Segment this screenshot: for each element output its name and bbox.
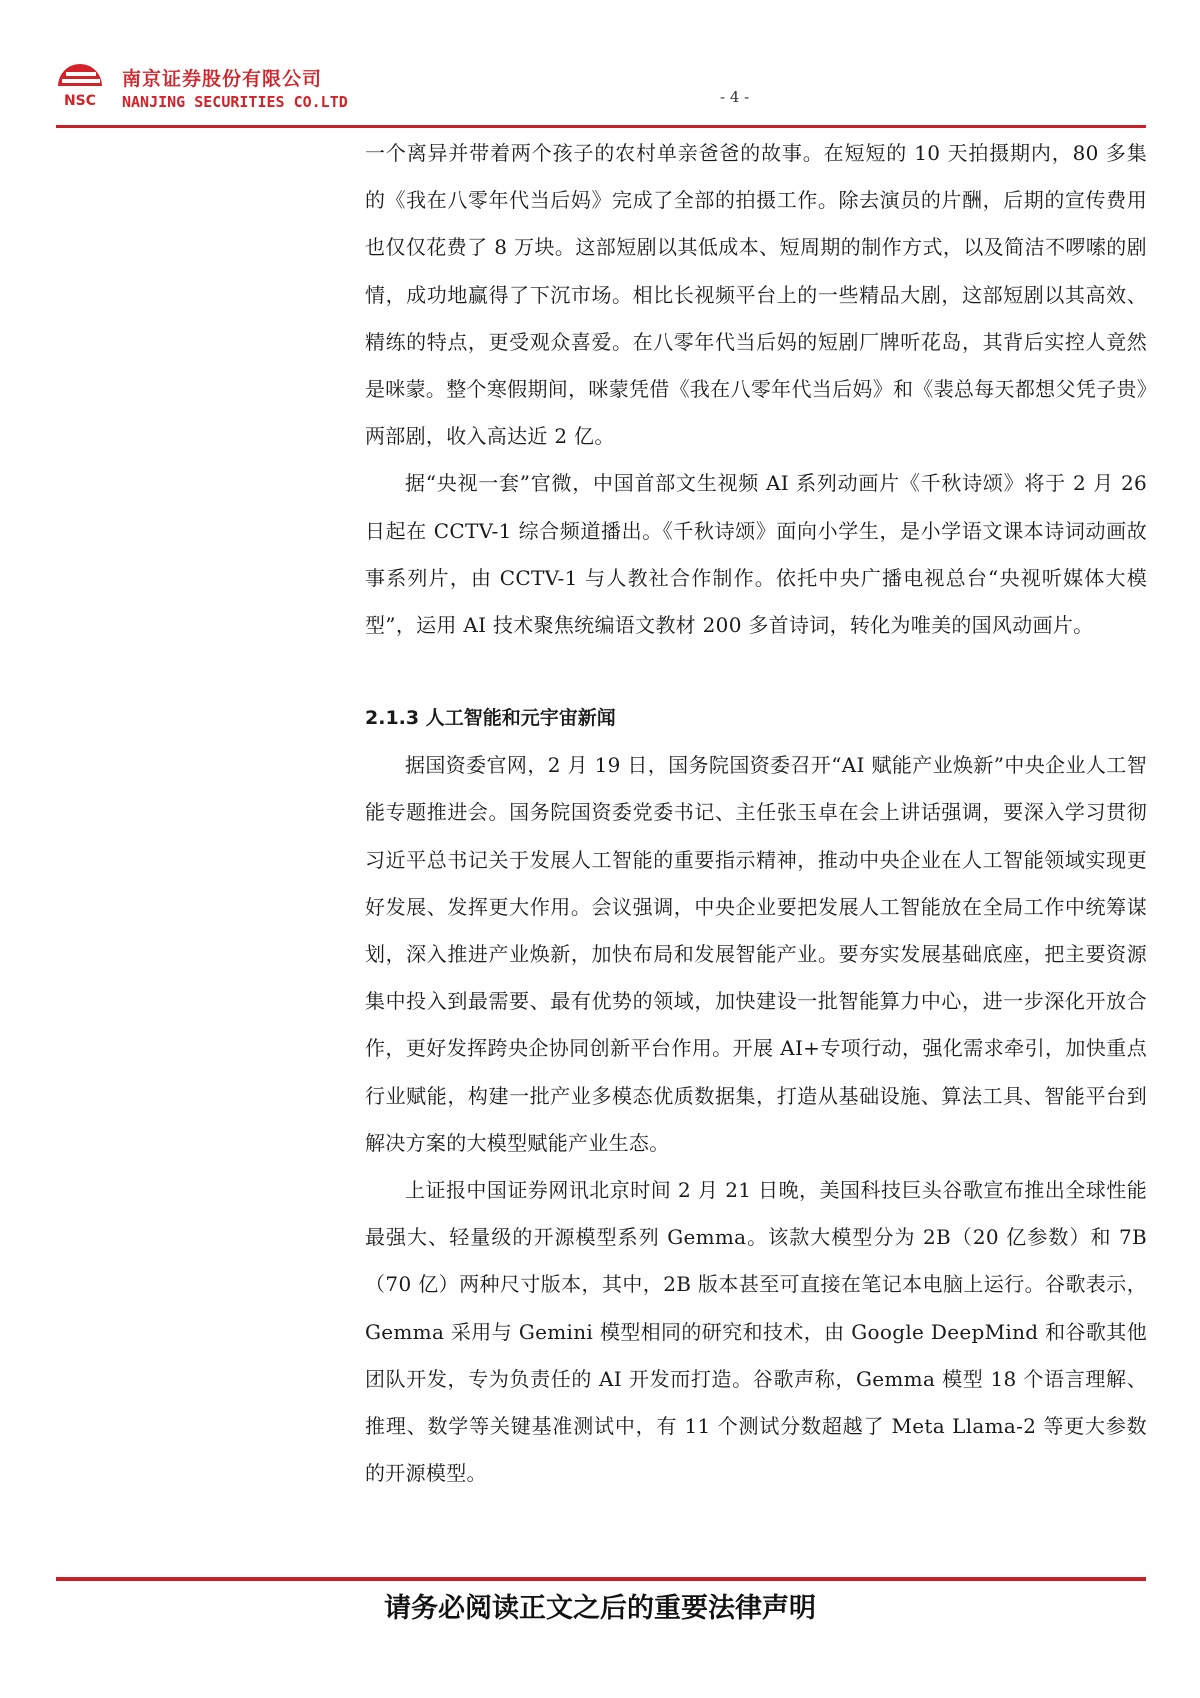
nsc-logo-icon [52,56,108,112]
paragraph-cctv-ai-animation: 据“央视一套”官微，中国首部文生视频 AI 系列动画片《千秋诗颂》将于 2 月 26 日起在 CCTV-1 综合频道播出。《千秋诗颂》面向小学生，是小学语文课本诗词动画故事系列片，由 CCTV-1 与人教社合作制作。依托中央广播电视总台“央视听媒体大模型”，运用 AI 技术聚焦统编语文教材 200 多首诗词，转化为唯美的国风动画片。 [365,471,1147,638]
company-name-cn: 南京证券股份有限公司 [122,68,323,90]
company-name-en: NANJING SECURITIES CO.LTD [122,93,348,111]
header-divider [56,125,1146,128]
legal-disclaimer: 请务必阅读正文之后的重要法律声明 [384,1593,816,1624]
footer-divider [56,1577,1146,1581]
paragraph-short-drama: 一个离异并带着两个孩子的农村单亲爸爸的故事。在短短的 10 天拍摄期内，80 多集的《我在八零年代当后妈》完成了全部的拍摄工作。除去演员的片酬，后期的宣传费用也仅仅花费了 8 万块。这部短剧以其低成本、短周期的制作方式，以及简洁不啰嗦的剧情，成功地赢得了下沉市场。相比长视频平台上的一些精品大剧，这部短剧以其高效、精练的特点，更受观众喜爱。在八零年代当后妈的短剧厂牌听花岛，其背后实控人竟然是咪蒙。整个寒假期间，咪蒙凭借《我在八零年代当后妈》和《裴总每天都想父凭子贵》两部剧，收入高达近 2 亿。 [365,141,1147,449]
page-number: - 4 - [720,88,750,106]
document-body [365,130,1147,1497]
paragraph-google-gemma: 上证报中国证券网讯北京时间 2 月 21 日晚，美国科技巨头谷歌宣布推出全球性能最强大、轻量级的开源模型系列 Gemma。该款大模型分为 2B（20 亿参数）和 7B（70 亿）两种尺寸版本，其中，2B 版本甚至可直接在笔记本电脑上运行。谷歌表示，Gemma 采用与 Gemini 模型相同的研究和技术，由 Google DeepMind 和谷歌其他团队开发，专为负责任的 AI 开发而打造。谷歌声称，Gemma 模型 18 个语言理解、推理、数学等关键基准测试中，有 11 个测试分数超越了 Meta Llama-2 等更大参数的开源模型。 [365,1178,1147,1486]
section-heading: 2.1.3 人工智能和元宇宙新闻 [365,707,616,730]
logo-text: NSC [63,93,97,109]
paragraph-sasac-ai-meeting: 据国资委官网，2 月 19 日，国务院国资委召开“AI 赋能产业焕新”中央企业人工智能专题推进会。国务院国资委党委书记、主任张玉卓在会上讲话强调，要深入学习贯彻习近平总书记关于发展人工智能的重要指示精神，推动中央企业在人工智能领域实现更好发展、发挥更大作用。会议强调，中央企业要把发展人工智能放在全局工作中统筹谋划，深入推进产业焕新，加快布局和发展智能产业。要夯实发展基础底座，把主要资源集中投入到最需要、最有优势的领域，加快建设一批智能算力中心，进一步深化开放合作，更好发挥跨央企协同创新平台作用。开展 AI+专项行动，强化需求牵引，加快重点行业赋能，构建一批产业多模态优质数据集，打造从基础设施、算法工具、智能平台到解决方案的大模型赋能产业生态。 [365,753,1147,1155]
